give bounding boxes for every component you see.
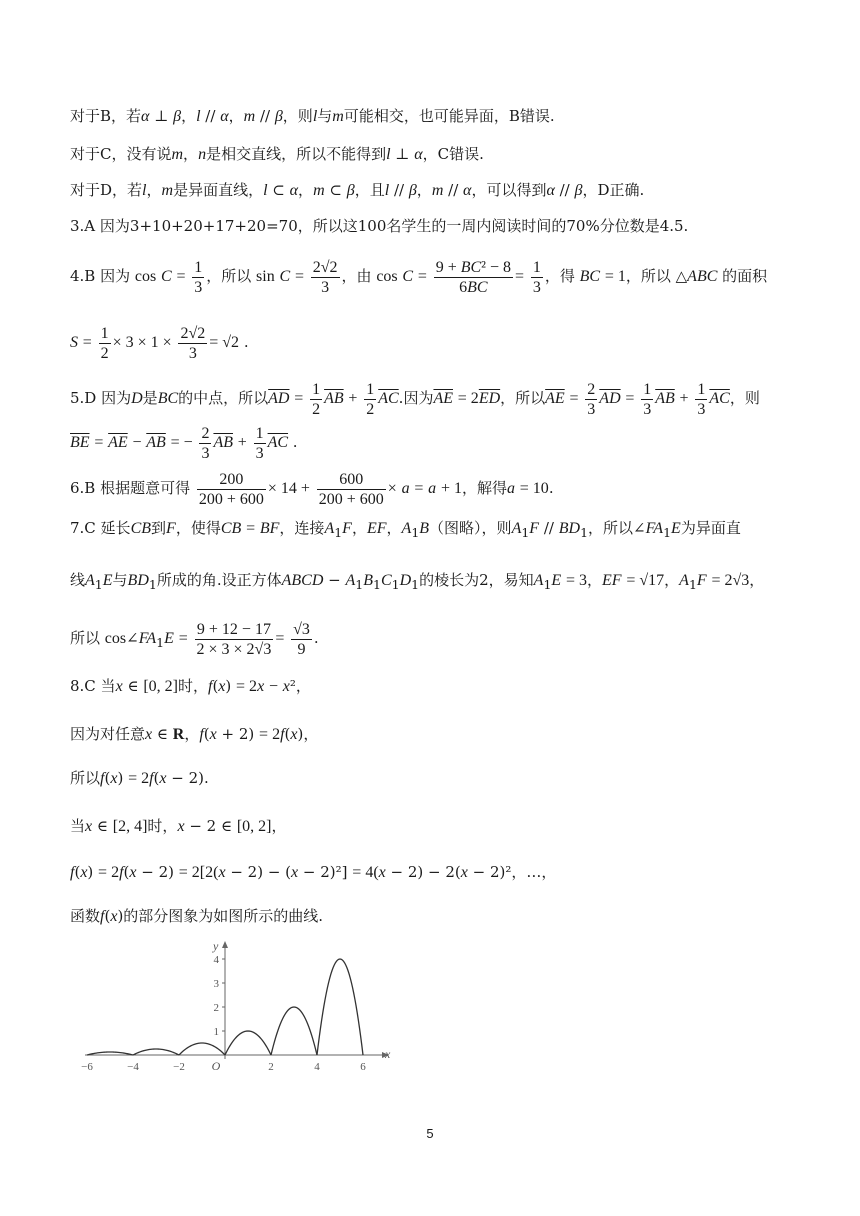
y-tick-label: 2 xyxy=(213,1002,219,1014)
text-line-3: 对于D，若l，m是异面直线，l ⊂ α，m ⊂ β，且l // β，m // α，可以得到α // β，D正确. xyxy=(70,181,645,199)
text-line-6: S = $\frac{1}{2}$ × 3 × 1 × $\frac{2√2}{3}$ = √2 . xyxy=(70,324,249,362)
text-line-18: 函数f(x)的部分图象为如图所示的曲线. xyxy=(70,907,324,925)
x-tick-label: 4 xyxy=(314,1061,320,1073)
text-line-7: 5.D 因为D是BC的中点，所以$\overline{AD}$ = $\frac{1}{2}$ $\overline{AB}$ + $\frac{1}{2}$ $\overline{AC}$.因为$\overline{AE} = 2\overline{ED}$，所以$\overline{AE}$ = $\frac{2}{3}$ $\overline{AD}$ = $\frac{1}{3}$ $\overline{AB}$ + $\frac{1}{3}$ $\overline{AC}$，则 xyxy=(70,380,760,418)
text-line-9: 6.B 根据题意可得 $\frac{200}{200 + 600}$ × 14 + $\frac{600}{200 + 600}$ × a = a + 1，解得a = 10. xyxy=(70,470,554,508)
text-line-10: 7.C 延长CB到F，使得CB = BF，连接$A_1F$，EF，$A_1B$（图略），则$A_1F // BD_1$，所以$\angle FA_1E$为异面直 xyxy=(70,519,741,540)
x-tick-label: 6 xyxy=(360,1061,366,1073)
text-line-15: 所以f(x) = 2f(x − 2). xyxy=(70,769,209,787)
y-tick-label: 1 xyxy=(213,1026,219,1038)
x-tick-label: −4 xyxy=(127,1061,139,1073)
text-line-4: 3.A 因为3+10+20+17+20=70，所以这100名学生的一周内阅读时间的70%分位数是4.5. xyxy=(70,217,689,235)
function-graph xyxy=(80,934,400,1074)
text-line-8: $\overline{BE} = \overline{AE} - \overline{AB}$ = − $\frac{2}{3}$ $\overline{AB}$ + $\frac{1}{3}$ $\overline{AC}$ . xyxy=(70,424,298,462)
y-tick-label: 3 xyxy=(213,978,219,990)
text-line-13: 8.C 当x ∈ [0, 2]时，f(x) = 2x − x²， xyxy=(70,677,311,695)
text-line-5: 4.B 因为 cos C = $\frac{1}{3}$ ，所以 sin C = $\frac{2√2}{3}$ ，由 cos C = $\frac{\text{9 + BC² − 8}}{6BC}$ = $\frac{1}{3}$ ，得 BC = 1，所以 △ABC 的面积 xyxy=(70,258,768,296)
x-tick-label: −6 xyxy=(81,1061,93,1073)
text-line-2: 对于C，没有说m，n是相交直线，所以不能得到l ⊥ α，C错误. xyxy=(70,145,484,163)
text-line-11: 线$A_1E$与$BD_1$所成的角.设正方体ABCD − $A_1B_1C_1D_1$的棱长为2，易知$A_1E = 3$，EF = √17，$A_1F = 2√3$， xyxy=(70,571,765,592)
text-line-17: f(x) = 2f(x − 2) = 2[2(x − 2) − (x − 2)²] = 4(x − 2) − 2(x − 2)²，…， xyxy=(70,863,557,881)
curve-arch xyxy=(133,1049,179,1055)
curve-arch xyxy=(271,1007,317,1055)
text-line-1: 对于B，若α ⊥ β，l // α，m // β，则l与m可能相交，也可能异面，B错误. xyxy=(70,107,555,125)
x-axis-label: x xyxy=(385,1047,391,1061)
curve-arch xyxy=(225,1031,271,1055)
y-axis-arrow xyxy=(222,941,228,948)
y-tick-label: 4 xyxy=(213,954,219,966)
curve-arch xyxy=(179,1043,225,1055)
origin-label: O xyxy=(211,1059,221,1073)
text-line-12: 所以 $\cos\angle FA_1E$ = $\frac{9 + 12 - 17}{2 \times 3 \times 2√3}$ = $\frac{√3}{9}$ . xyxy=(70,620,319,658)
text-line-14: 因为对任意x ∈ R，f(x + 2) = 2f(x)， xyxy=(70,725,319,743)
y-axis-label: y xyxy=(213,939,219,953)
curve-arch xyxy=(317,959,363,1055)
text-line-16: 当x ∈ [2, 4]时，x − 2 ∈ [0, 2]， xyxy=(70,817,287,835)
page-number: 5 xyxy=(426,1126,434,1141)
x-tick-label: 2 xyxy=(268,1061,274,1073)
x-tick-label: −2 xyxy=(173,1061,185,1073)
